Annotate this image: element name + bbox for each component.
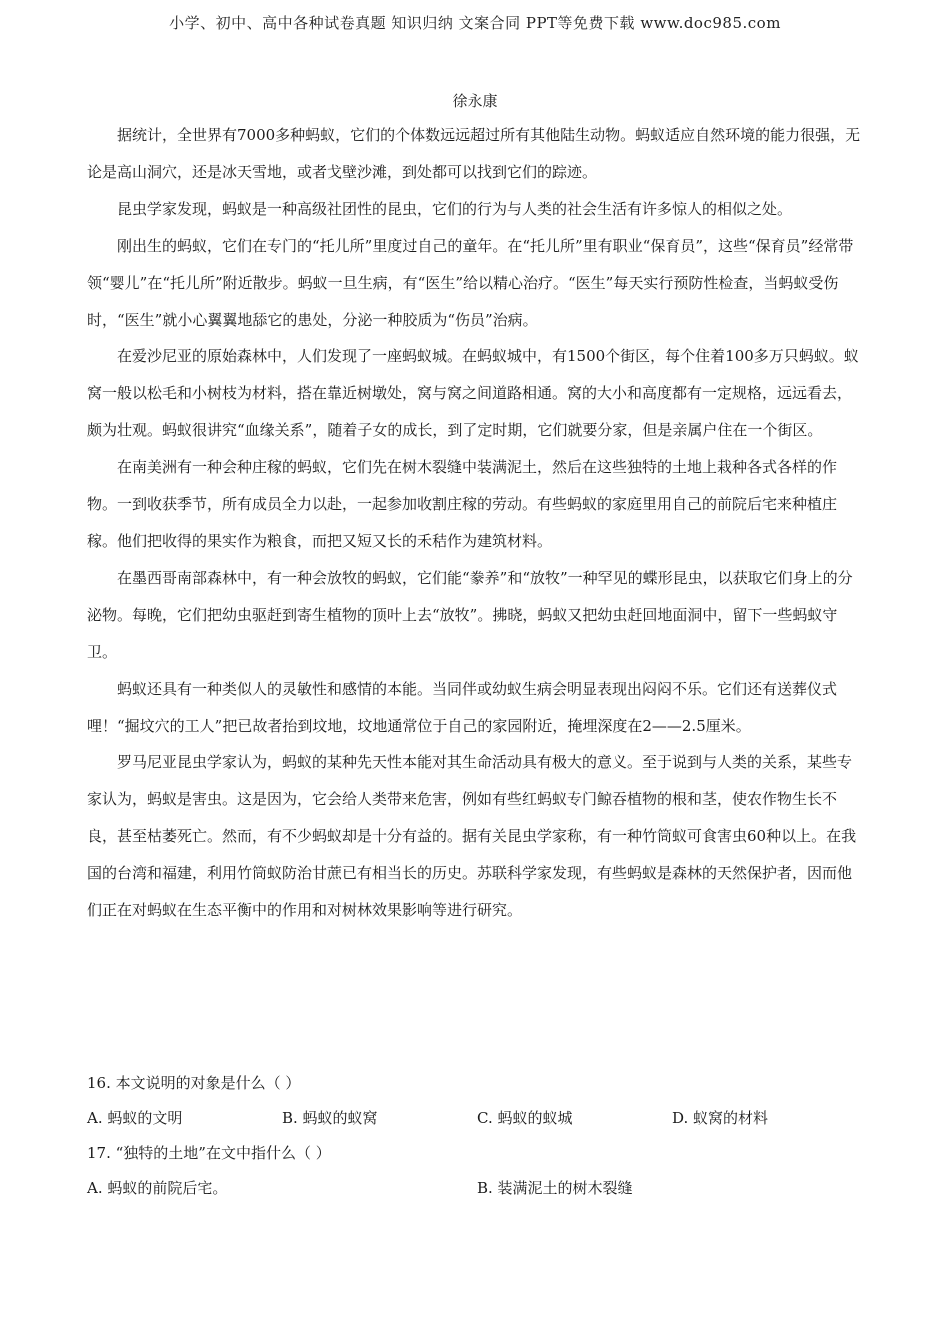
article-body [87,117,865,929]
paragraph: 罗马尼亚昆虫学家认为，蚂蚁的某种先天性本能对其生命活动具有极大的意义。至于说到与人类的关系，某些专家认为，蚂蚁是害虫。这是因为，它会给人类带来危害，例如有些红蚂蚁专门鲸吞植物的根和茎，使农作物生长不良，甚至枯萎死亡。然而，有不少蚂蚁却是十分有益的。据有关昆虫学家称，有一种竹筒蚁可食害虫60种以上。在我国的台湾和福建，利用竹筒蚁防治甘蔗已有相当长的历史。苏联科学家发现，有些蚂蚁是森林的天然保护者，因而他们正在对蚂蚁在生态平衡中的作用和对树林效果影响等进行研究。 [87,753,857,920]
paragraph: 蚂蚁还具有一种类似人的灵敏性和感情的本能。当同伴或幼蚁生病会明显表现出闷闷不乐。它们还有送葬仪式哩！“掘坟穴的工人”把已故者抬到坟地，坟地通常位于自己的家园附近，掩埋深度在2——2.5厘米。 [87,679,838,735]
question-16-stem: 16. 本文说明的对象是什么（ ） [87,1074,301,1092]
option-b: B. 蚂蚁的蚁窝 [282,1109,378,1127]
paragraph: 刚出生的蚂蚁，它们在专门的“托儿所”里度过自己的童年。在“托儿所”里有职业“保育员”，这些“保育员”经常带领“婴儿”在“托儿所”附近散步。蚂蚁一旦生病，有“医生”给以精心治疗。“医生”每天实行预防性检查，当蚂蚁受伤时，“医生”就小心翼翼地舔它的患处，分泌一种胶质为“伤员”治病。 [87,236,854,329]
option-c: C. 蚂蚁的蚁城 [477,1109,573,1127]
option-b: B. 装满泥土的树木裂缝 [477,1179,633,1197]
page-header-banner: 小学、初中、高中各种试卷真题 知识归纳 文案合同 PPT等免费下载 www.doc985.com [169,14,781,32]
question-16-options [87,1101,865,1136]
paragraph: 昆虫学家发现，蚂蚁是一种高级社团性的昆虫，它们的行为与人类的社会生活有许多惊人的相似之处。 [117,199,793,218]
question-17-options [87,1171,865,1206]
author-name: 徐永康 [452,92,498,110]
paragraph: 在墨西哥南部森林中，有一种会放牧的蚂蚁，它们能“豢养”和“放牧”一种罕见的蝶形昆虫，以获取它们身上的分泌物。每晚，它们把幼虫驱赶到寄生植物的顶叶上去“放牧”。拂晓，蚂蚁又把幼虫赶回地面洞中，留下一些蚂蚁守卫。 [87,568,853,661]
option-a: A. 蚂蚁的文明 [87,1109,183,1127]
option-d: D. 蚁窝的材料 [672,1109,769,1127]
question-17-stem: 17. “独特的土地”在文中指什么（ ） [87,1144,331,1162]
paragraph: 据统计，全世界有7000多种蚂蚁，它们的个体数远远超过所有其他陆生动物。蚂蚁适应自然环境的能力很强，无论是高山洞穴，还是冰天雪地，或者戈壁沙滩，到处都可以找到它们的踪迹。 [87,126,861,181]
paragraph: 在爱沙尼亚的原始森林中，人们发现了一座蚂蚁城。在蚂蚁城中，有1500个街区，每个住着100多万只蚂蚁。蚁窝一般以松毛和小树枝为材料，搭在靠近树墩处，窝与窝之间道路相通。窝的大小和高度都有一定规格，远远看去，颇为壮观。蚂蚁很讲究“血缘关系”，随着子女的成长，到了定时期，它们就要分家，但是亲属户住在一个街区。 [87,347,859,440]
paragraph: 在南美洲有一种会种庄稼的蚂蚁，它们先在树木裂缝中装满泥土，然后在这些独特的土地上栽种各式各样的作物。一到收获季节，所有成员全力以赴，一起参加收割庄稼的劳动。有些蚂蚁的家庭里用自己的前院后宅来种植庄稼。他们把收得的果实作为粮食，而把又短又长的禾秸作为建筑材料。 [87,458,838,550]
question-section [87,1066,865,1206]
option-a: A. 蚂蚁的前院后宅。 [87,1179,228,1197]
